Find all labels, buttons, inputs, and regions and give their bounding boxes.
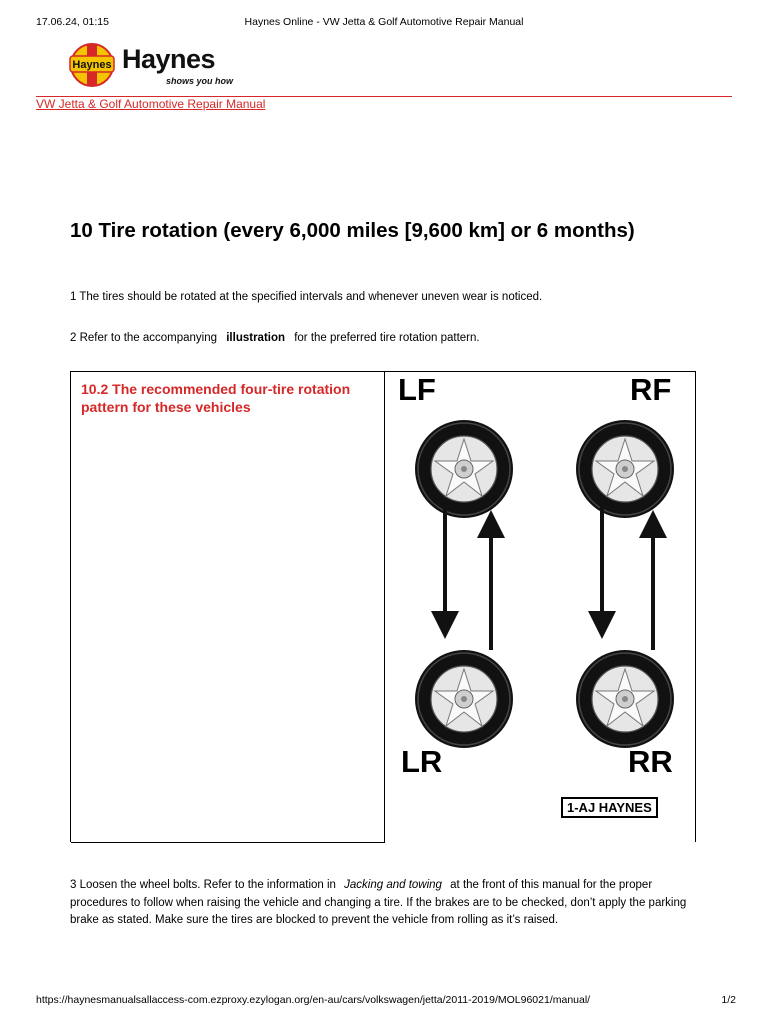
paragraph-2: [70, 330, 480, 348]
label-lf: LF: [398, 372, 436, 407]
tire-lf-icon: [415, 420, 513, 518]
label-rf: RF: [630, 372, 672, 407]
manual-link[interactable]: VW Jetta & Golf Automotive Repair Manual: [36, 97, 266, 111]
illustration-link[interactable]: illustration: [226, 332, 286, 344]
page-url: https://haynesmanualsallaccess-com.ezproxy.ezylogan.org/en-au/cars/volkswagen/jetta/2011-2019/MOL96021/manual/: [36, 994, 591, 1006]
tire-rr-icon: [576, 650, 674, 748]
print-date: 17.06.24, 01:15: [36, 16, 109, 28]
figure-code: 1-AJ HAYNES: [561, 797, 658, 818]
brand-name: Haynes: [122, 44, 216, 74]
print-page-title: Haynes Online - VW Jetta & Golf Automotive Repair Manual: [244, 16, 524, 28]
paragraph-2-prefix: 2 Refer to the accompanying: [70, 332, 218, 344]
paragraph-3-prefix: 3 Loosen the wheel bolts. Refer to the information in: [70, 879, 336, 891]
paragraph-3-suffix: at the front of this manual for the proper procedures to follow when raising the vehicle and changing a tire. If the brakes are to be checked, don’t apply the parking brake as stated. Make sure the tires are blocked to prevent the vehicle from rolling as it’s raised.: [70, 879, 687, 926]
brand-tagline: shows you how: [166, 76, 234, 86]
haynes-badge-icon: [68, 42, 118, 88]
paragraph-1: 1 The tires should be rotated at the specified intervals and whenever uneven wear is noticed.: [70, 291, 543, 303]
paragraph-2-suffix: for the preferred tire rotation pattern.: [294, 332, 480, 344]
figure-bottom-border: [71, 842, 385, 843]
page-number: 1/2: [721, 994, 736, 1006]
jacking-towing-link[interactable]: Jacking and towing: [344, 879, 442, 891]
haynes-logo[interactable]: [68, 42, 238, 92]
tire-lr-icon: [415, 650, 513, 748]
badge-text: Haynes: [72, 59, 112, 71]
label-lr: LR: [401, 744, 443, 779]
figure-box: [70, 371, 696, 842]
figure-caption: 10.2 The recommended four-tire rotation pattern for these vehicles: [81, 381, 351, 415]
paragraph-3: [70, 877, 702, 930]
tire-rf-icon: [576, 420, 674, 518]
section-title: 10 Tire rotation (every 6,000 miles [9,600 km] or 6 months): [70, 219, 635, 242]
label-rr: RR: [628, 744, 673, 779]
